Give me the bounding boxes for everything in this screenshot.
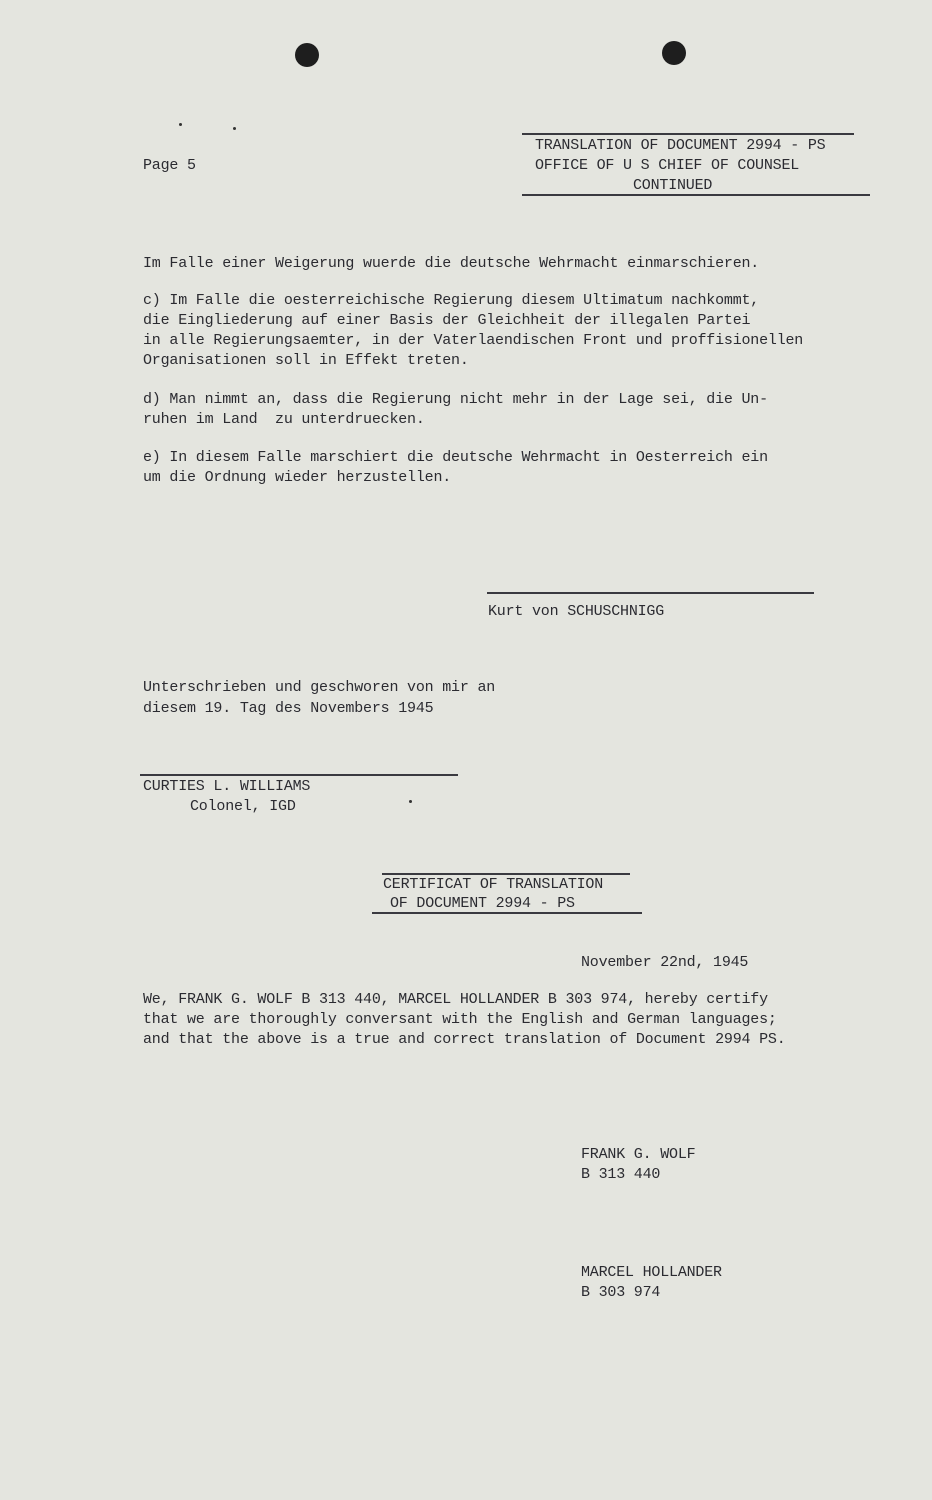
header-title: TRANSLATION OF DOCUMENT 2994 - PS: [535, 137, 826, 154]
punch-hole-right: [662, 41, 686, 65]
ink-mark: [409, 800, 412, 803]
certificate-title: CERTIFICAT OF TRANSLATION: [383, 876, 604, 893]
officer-rank: Colonel, IGD: [190, 798, 296, 815]
translator-2-name: MARCEL HOLLANDER: [581, 1264, 722, 1281]
certificate-bottom-rule: [372, 912, 642, 914]
header-bottom-rule: [522, 194, 870, 196]
officer-name: CURTIES L. WILLIAMS: [143, 778, 311, 795]
ink-mark: [179, 123, 182, 126]
paragraph-c: c) Im Falle die oesterreichische Regierung diesem Ultimatum nachkommt, die Eingliederung auf einer Basis der Gleichheit der illegalen Partei in alle Regierungsaemter, in der Vaterlaendischen Front und proffisionellen Organisationen soll in Effekt treten.: [143, 292, 804, 369]
signature-line: [487, 592, 814, 594]
certificate-text: We, FRANK G. WOLF B 313 440, MARCEL HOLLANDER B 303 974, hereby certify that we are thoroughly conversant with the English and German languages; and that the above is a true and correct translation of Document 2994 PS.: [143, 991, 786, 1048]
page-number: Page 5: [143, 157, 196, 174]
translator-1-name: FRANK G. WOLF: [581, 1146, 696, 1163]
header-office: OFFICE OF U S CHIEF OF COUNSEL: [535, 157, 800, 174]
punch-hole-left: [295, 43, 319, 67]
ink-mark: [233, 127, 236, 130]
certificate-subtitle: OF DOCUMENT 2994 - PS: [390, 895, 575, 912]
oath-line-1: Unterschrieben und geschworen von mir an: [143, 679, 496, 696]
paragraph-refusal: Im Falle einer Weigerung wuerde die deutsche Wehrmacht einmarschieren.: [143, 255, 760, 272]
officer-signature-line: [140, 774, 458, 776]
header-continued: CONTINUED: [633, 177, 713, 194]
paragraph-d: d) Man nimmt an, dass die Regierung nicht mehr in der Lage sei, die Un- ruhen im Land zu unterdruecken.: [143, 391, 768, 428]
translator-2-id: B 303 974: [581, 1284, 661, 1301]
certificate-date: November 22nd, 1945: [581, 954, 749, 971]
header-top-rule: [522, 133, 854, 135]
paragraph-e: e) In diesem Falle marschiert die deutsche Wehrmacht in Oesterreich ein um die Ordnung wieder herzustellen.: [143, 449, 768, 486]
oath-line-2: diesem 19. Tag des Novembers 1945: [143, 700, 434, 717]
translator-1-id: B 313 440: [581, 1166, 661, 1183]
signatory-name: Kurt von SCHUSCHNIGG: [488, 603, 665, 620]
